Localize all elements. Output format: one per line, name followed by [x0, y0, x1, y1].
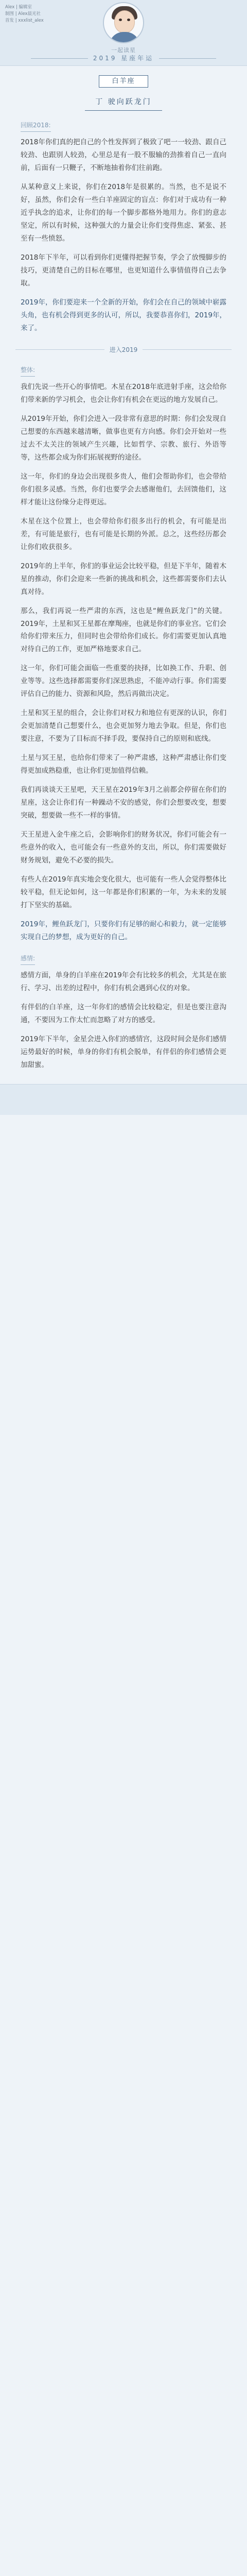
love-block: [21, 952, 226, 1072]
love-paragraph: 感情方面，单身的白羊座在2019年会有比较多的机会，尤其是在旅行、学习、出差的过程中，你们有机会遇到心仪的对象。: [21, 971, 226, 992]
divider-rule: [143, 349, 232, 350]
love-heading: 感情:: [21, 953, 35, 965]
section-tag: 白羊座: [99, 75, 148, 88]
career-paragraph: 那么，我们再说一些严肃的东西，这也是“鲤鱼跃龙门”的关键。2019年，土星和冥王星都在摩羯座，也就是你们的事业宫。它们会给你们带来压力，但同时也会带给你们成长。你们需要更加认真地对待自己的工作，更加严格地要求自己。: [21, 606, 226, 654]
credit-line: 首发 | xxxlist_alex: [5, 18, 44, 23]
header: [0, 0, 247, 66]
avatar-eye: [119, 19, 122, 21]
intro-paragraph: 从某种意义上来说，你们在2018年是很累的。当然，也不是说不好，虽然，你们会有一些白羊座固定的盲点：你们对于成功有一种近乎执念的追求，让你们的每一个脚步都格外地用力。你们的意志坚定，所以有时候，这种强大的力量会让你们变得焦虑、紧张、甚至有一些愤怒。: [21, 182, 226, 243]
career-paragraph: 土星与冥王星，也给你们带来了一种严肃感，这种严肃感让你们变得更加成熟稳重，也让你们更加值得信赖。: [21, 754, 226, 775]
career-block: [21, 364, 226, 944]
love-paragraph: 2019年下半年，金星会进入你们的感情宫，这段时间会是你们感情运势最好的时候，单身的你们有机会脱单，有伴侣的你们感情会更加甜蜜。: [21, 1035, 226, 1069]
intro-heading: 回顾2018:: [21, 120, 51, 132]
avatar-logo: [103, 2, 144, 43]
title-bar: [31, 54, 216, 63]
divider-rule: [15, 349, 104, 350]
career-heading: 整体:: [21, 364, 35, 377]
career-paragraph: 从2019年开始，你们会进入一段非常有意思的时期：你们会发现自己想要的东西越来越清晰，做事也更有方向感。你们会开始对一些过去不太关注的领域产生兴趣，比如哲学、宗教、旅行、外语等等，这些都会成为你们拓展视野的途径。: [21, 414, 226, 462]
footer: [0, 1084, 247, 1115]
career-paragraph: 这一年，你们的身边会出现很多贵人，他们会帮助你们，也会带给你们很多灵感。当然，你们也要学会去感谢他们，去回馈他们，这样才能让这份缘分走得更远。: [21, 472, 226, 506]
avatar-body: [109, 32, 140, 43]
career-paragraph: 2019年，鲤鱼跃龙门，只要你们有足够的耐心和毅力，就一定能够实现自己的梦想，成为更好的自己。: [21, 920, 226, 941]
avatar-eye: [127, 19, 130, 21]
career-paragraph: 天王星进入金牛座之后，会影响你们的财务状况，你们可能会有一些意外的收入，也可能会有一些意外的支出，所以，你们需要做好财务规划，避免不必要的损失。: [21, 831, 226, 865]
career-paragraph: 土星和冥王星的组合，会让你们对权力和地位有更深的认识，你们会更加清楚自己想要什么，也会更加努力地去争取。但是，你们也要注意，不要为了目标而不择手段，要保持自己的原则和底线。: [21, 709, 226, 743]
credit-line: Alex | 编辑室: [5, 5, 32, 10]
career-paragraph: 我们先说一些开心的事情吧。木星在2018年底进射手座，这会给你们带来新的学习机会，也会让你们有机会在更远的地方发展自己。: [21, 383, 226, 404]
career-paragraph: 2019年的上半年，你们的事业运会比较平稳，但是下半年，随着木星的推动，你们会迎来一些新的挑战和机会，这些都需要你们去认真对待。: [21, 562, 226, 596]
intro-paragraph: 2018年下半年，可以看到你们更懂得把握节奏，学会了放慢脚步的技巧，更清楚自己的目标在哪里，也更知道什么事情值得自己去争取。: [21, 253, 226, 287]
intro-paragraph: 2018年你们真的把自己的个性发挥到了极致了吧一一较劲、跟自己较劲、也跟别人较劲，心里总是有一股不服输的劲推着自己一直向前，后面有一只鞭子，不断地抽着你们往前跑。: [21, 138, 226, 173]
career-paragraph: 木星在这个位置上，也会带给你们很多出行的机会，有可能是出差，有可能是旅行，也有可能是长期的外派。总之，这些经历都会让你们收获很多。: [21, 517, 226, 551]
intro-block: [21, 119, 226, 335]
intro-paragraph: 2019年，你们要迎来一个全新的开始，你们会在自己的领域中崭露头角，也有机会得到更多的认可，所以，我要恭喜你们，2019年，来了。: [21, 298, 226, 332]
career-paragraph: 这一年，你们可能会面临一些重要的抉择，比如换工作、升职、创业等等。这些选择都需要你们深思熟虑，不能冲动行事。你们需要评估自己的能力、资源和风险，然后再做出决定。: [21, 664, 226, 699]
love-paragraph: 有伴侣的白羊座，这一年你们的感情会比较稳定，但是也要注意沟通，不要因为工作太忙而忽略了对方的感受。: [21, 1003, 226, 1024]
section-divider: [15, 344, 232, 355]
credit-line: 制图 | Alex晨光社: [5, 11, 41, 16]
title-rule: [159, 58, 216, 59]
avatar-face: [114, 10, 135, 33]
page: [0, 0, 247, 1115]
divider-label: 进入2019: [109, 346, 138, 353]
career-paragraph: 有些人在2019年真实地会变化很大，也可能有一些人会觉得整体比较平稳，但无论如何，这一年都是你们积累的一年，为未来的发展打下坚实的基础。: [21, 875, 226, 909]
title-rule: [31, 58, 88, 59]
career-paragraph: 我们再谈谈天王星吧，天王星在2019年3月之前都会停留在你们的星座，这会让你们有一种躁动不安的感觉，你们会想要改变，想要突破，想要做一些不一样的事情。: [21, 786, 226, 820]
page-title: 2019 星座年运: [93, 54, 154, 62]
logo-text: 一起读星: [111, 47, 136, 54]
section-subtitle: 丁 驶向跃龙门: [85, 96, 162, 111]
